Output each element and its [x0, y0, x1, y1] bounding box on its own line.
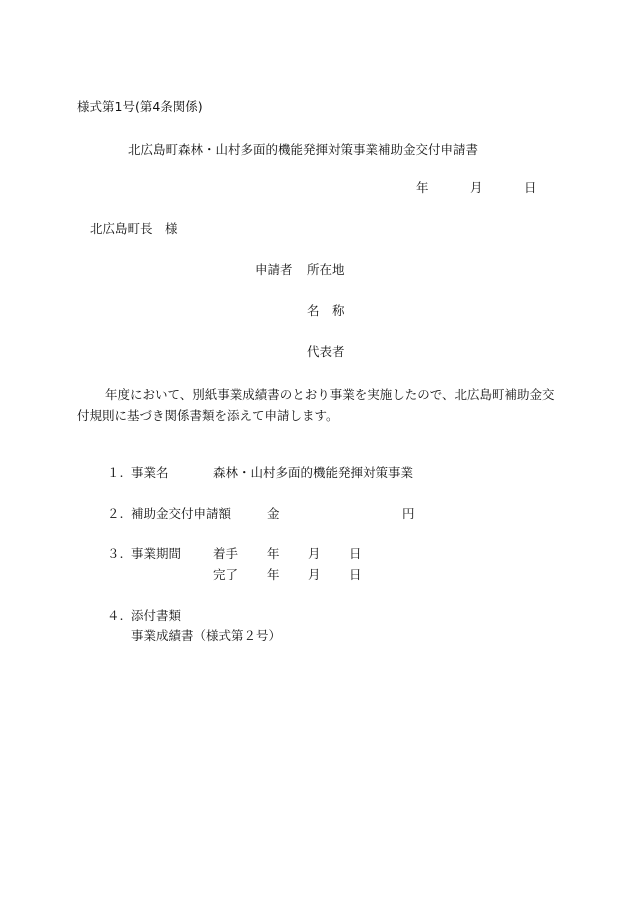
applicant-name-label: 名 称 — [307, 303, 345, 318]
item4-label: 添付書類 — [131, 608, 182, 623]
item3-label: 事業期間 — [131, 546, 182, 561]
item3-start-day: 日 — [349, 546, 362, 561]
item3-end-label: 完了 — [213, 567, 239, 582]
item3-start-month: 月 — [308, 546, 321, 561]
date-year: 年 — [416, 180, 429, 195]
applicant-label: 申請者 — [255, 262, 293, 277]
document-title: 北広島町森林・山村多面的機能発揮対策事業補助金交付申請書 — [128, 142, 479, 157]
addressee: 北広島町長 様 — [90, 221, 178, 236]
item1-number: １. — [107, 465, 124, 480]
applicant-representative-label: 代表者 — [307, 344, 345, 359]
item3-start-year: 年 — [267, 546, 280, 561]
item2-currency: 金 — [267, 506, 280, 521]
item3-end-day: 日 — [349, 567, 362, 582]
item2-unit: 円 — [402, 506, 415, 521]
item3-start-label: 着手 — [213, 546, 239, 561]
item1-value: 森林・山村多面的機能発揮対策事業 — [213, 465, 414, 480]
applicant-address-label: 所在地 — [307, 262, 345, 277]
date-month: 月 — [470, 180, 483, 195]
item2-label: 補助金交付申請額 — [131, 506, 232, 521]
item3-end-month: 月 — [308, 567, 321, 582]
item3-end-year: 年 — [267, 567, 280, 582]
body-paragraph: 年度において、別紙事業成績書のとおり事業を実施したので、北広島町補助金交付規則に基づき関係書類を添えて申請します。 — [77, 387, 555, 423]
form-number: 様式第1号(第4条関係) — [77, 99, 203, 114]
date-day: 日 — [524, 180, 537, 195]
item2-number: ２. — [107, 506, 124, 521]
item4-value: 事業成績書（様式第２号） — [131, 628, 282, 643]
item3-number: ３. — [107, 546, 124, 561]
item1-label: 事業名 — [131, 465, 169, 480]
item4-number: ４. — [107, 608, 124, 623]
